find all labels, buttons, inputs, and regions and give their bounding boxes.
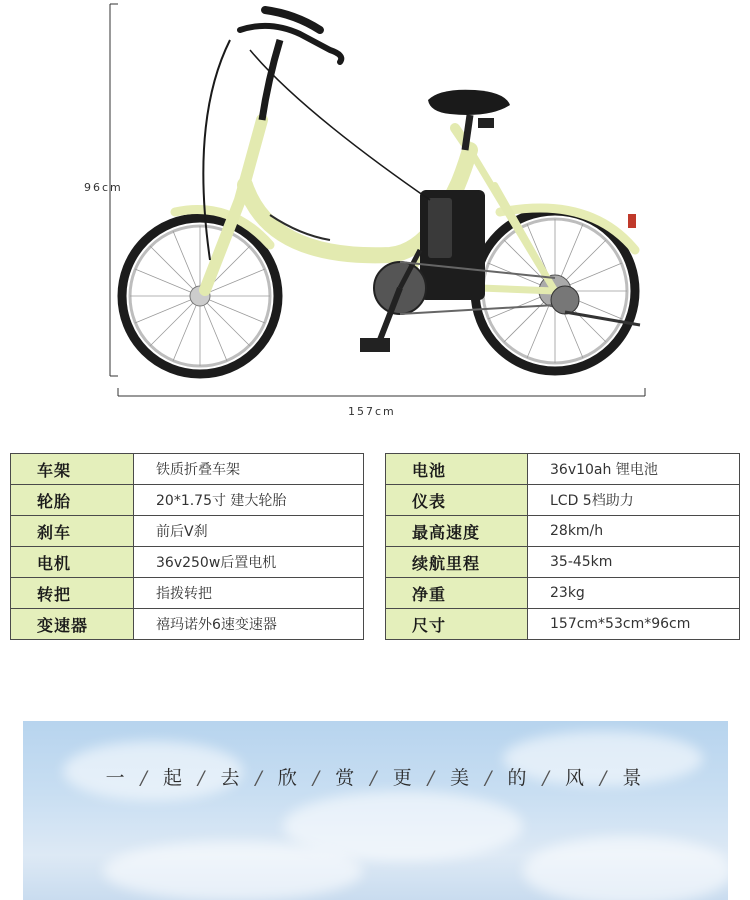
spec-value: 23kg [528,578,740,609]
slogan-char: 去 [220,767,244,789]
slogan-char: 欣 [277,767,301,789]
spec-key: 仪表 [386,485,528,516]
spec-value: 36v250w后置电机 [134,547,364,578]
height-dimension-label: 96cm [84,181,123,194]
cloud-shape [523,836,728,900]
spec-value: 禧玛诺外6速变速器 [134,609,364,640]
spec-key: 尺寸 [386,609,528,640]
table-row [11,516,364,547]
slogan-separator: / [255,767,266,789]
spec-key: 续航里程 [386,547,528,578]
spec-key: 轮胎 [11,485,134,516]
slogan-char: 景 [622,767,646,789]
spec-value: 157cm*53cm*96cm [528,609,740,640]
table-row [11,578,364,609]
rear-reflector [628,214,636,228]
rear-derailleur [551,286,579,314]
width-dimension-line [118,388,645,396]
slogan-char: 的 [507,767,531,789]
slogan-separator: / [312,767,324,789]
battery [420,190,485,300]
spec-value: 36v10ah 锂电池 [528,454,740,485]
sky-banner [23,721,728,900]
cloud-shape [103,841,363,900]
spec-value: 指拨转把 [134,578,364,609]
slogan [23,763,728,790]
bicycle-illustration [0,0,750,430]
slogan-separator: / [485,767,496,789]
table-row [386,485,740,516]
table-row [11,609,364,640]
spec-key: 刹车 [11,516,134,547]
spec-key: 净重 [386,578,528,609]
slogan-char: 起 [163,767,187,789]
table-row [386,454,740,485]
spec-value: LCD 5档助力 [528,485,740,516]
table-row [11,547,364,578]
table-row [386,547,740,578]
table-row [386,516,740,547]
product-hero [0,0,750,430]
slogan-char: 一 [105,767,129,789]
slogan-separator: / [542,767,553,789]
spec-value: 28km/h [528,516,740,547]
saddle [428,90,510,115]
spec-key: 电机 [11,547,134,578]
table-row [386,578,740,609]
frame [205,120,555,291]
slogan-char: 美 [450,767,474,789]
width-dimension-label: 157cm [348,405,396,418]
spec-key: 车架 [11,454,134,485]
spec-value: 铁质折叠车架 [134,454,364,485]
pedal [360,338,390,352]
table-row [11,485,364,516]
spec-value: 35-45km [528,547,740,578]
slogan-char: 风 [564,767,588,789]
slogan-char: 赏 [335,767,359,789]
slogan-separator: / [370,767,381,789]
spec-key: 电池 [386,454,528,485]
spec-table-left [10,453,364,640]
spec-key: 转把 [11,578,134,609]
front-wheel [122,218,278,374]
slogan-separator: / [427,767,439,789]
table-row [386,609,740,640]
slogan-separator: / [140,767,152,789]
slogan-separator: / [599,767,611,789]
table-row [11,454,364,485]
spec-key: 最高速度 [386,516,528,547]
slogan-char: 更 [392,767,416,789]
spec-value: 前后V刹 [134,516,364,547]
spec-table-right [385,453,740,640]
spec-key: 变速器 [11,609,134,640]
slogan-separator: / [198,767,209,789]
spec-value: 20*1.75寸 建大轮胎 [134,485,364,516]
